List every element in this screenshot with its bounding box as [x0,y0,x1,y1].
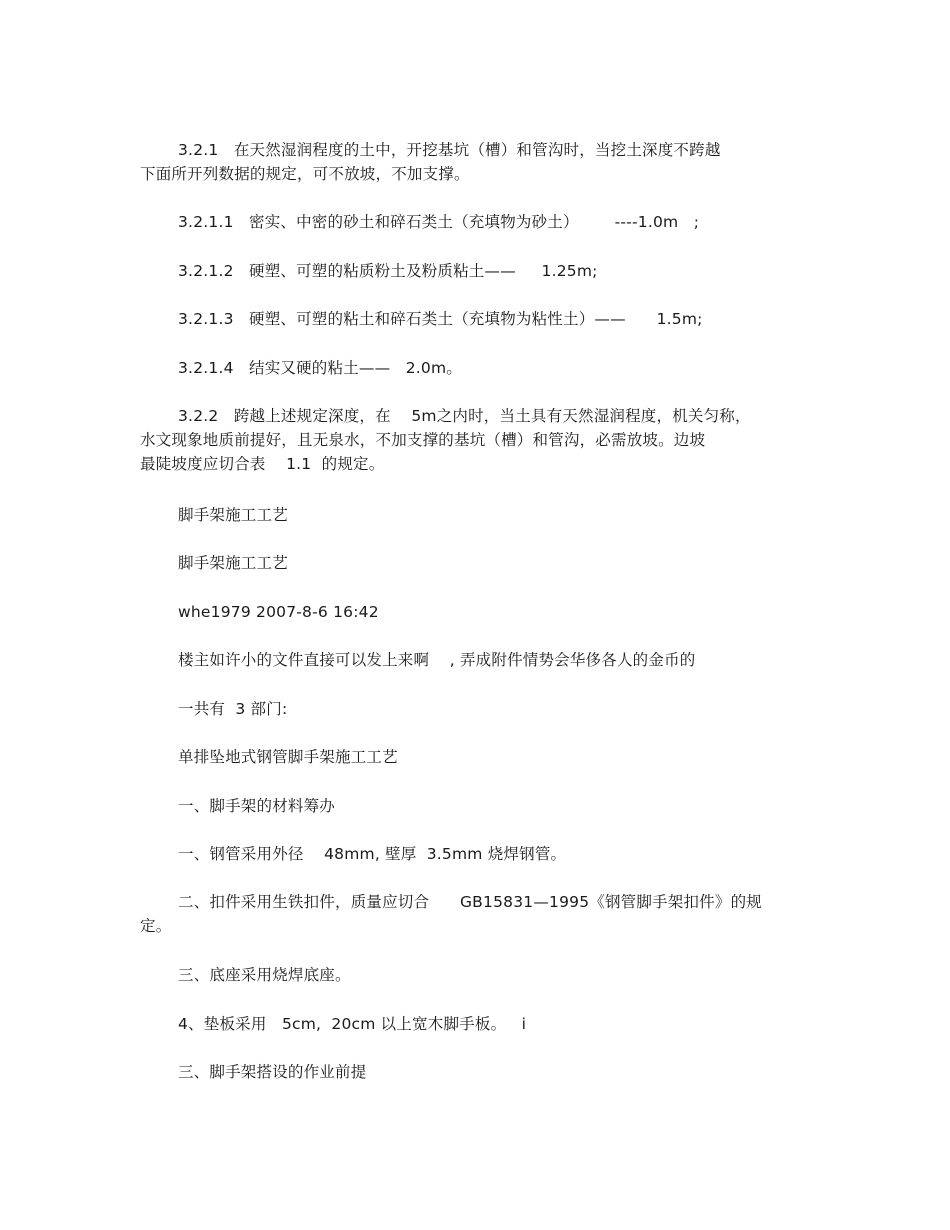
heading-scaffold-process-2 [140,551,810,575]
section-count [140,697,810,721]
text-line: 4、垫板采用 5cm, 20cm 以上宽木脚手板。 i [178,1015,527,1033]
text-line: 定。 [140,917,172,935]
text-line: 3.2.1.4 结实又硬的粘土—— 2.0m。 [178,359,462,377]
post-author-timestamp [140,600,810,624]
paragraph-3-2-1-3 [140,307,810,331]
paragraph-3-2-1-4 [140,356,810,380]
heading-scaffold-process-1 [140,503,810,527]
section-work-conditions [140,1060,810,1084]
item-fasteners [140,890,810,938]
paragraph-3-2-1 [140,138,810,186]
text-line: 3.2.1.3 硬塑、可塑的粘土和碎石类土（充填物为粘性土）—— 1.5m; [178,310,703,328]
text-line: 一共有 3 部门: [178,700,288,718]
text-line: 3.2.1.2 硬塑、可塑的粘质粉土及粉质粘土—— 1.25m; [178,262,598,280]
text-line: 一、钢管采用外径 48mm, 壁厚 3.5mm 烧焊钢管。 [178,845,567,863]
text-line: whe1979 2007-8-6 16:42 [178,603,379,621]
text-line: 一、脚手架的材料筹办 [178,797,336,815]
text-line: 脚手架施工工艺 [178,506,288,524]
section-materials [140,794,810,818]
text-line: 脚手架施工工艺 [178,554,288,572]
section-title [140,745,810,769]
text-line: 二、扣件采用生铁扣件，质量应切合 GB15831—1995《钢管脚手架扣件》的规 [178,893,762,911]
item-steel-pipe [140,842,810,866]
item-base [140,963,810,987]
paragraph-3-2-1-1 [140,210,810,234]
text-line: 单排坠地式钢管脚手架施工工艺 [178,748,398,766]
text-line: 下面所开列数据的规定，可不放坡，不加支撑。 [140,165,470,183]
text-line: 三、底座采用烧焊底座。 [178,966,351,984]
paragraph-3-2-2 [140,404,810,476]
text-line: 3.2.1 在天然湿润程度的土中，开挖基坑（槽）和管沟时，当挖土深度不跨越 [178,141,721,159]
text-line: 最陡坡度应切合表 1.1 的规定。 [140,455,385,473]
text-line: 三、脚手架搭设的作业前提 [178,1063,367,1081]
text-line: 3.2.2 跨越上述规定深度，在 5m之内时，当土具有天然湿润程度，机关匀称， [178,407,751,425]
paragraph-3-2-1-2 [140,259,810,283]
text-line: 水文现象地质前提好，且无泉水，不加支撑的基坑（槽）和管沟，必需放坡。边坡 [140,431,706,449]
post-comment [140,648,810,672]
text-line: 3.2.1.1 密实、中密的砂土和碎石类土（充填物为砂土） ----1.0m ; [178,213,700,231]
item-pad-board [140,1012,810,1036]
text-line: 楼主如许小的文件直接可以发上来啊 , 弄成附件情势会华侈各人的金币的 [178,651,696,669]
